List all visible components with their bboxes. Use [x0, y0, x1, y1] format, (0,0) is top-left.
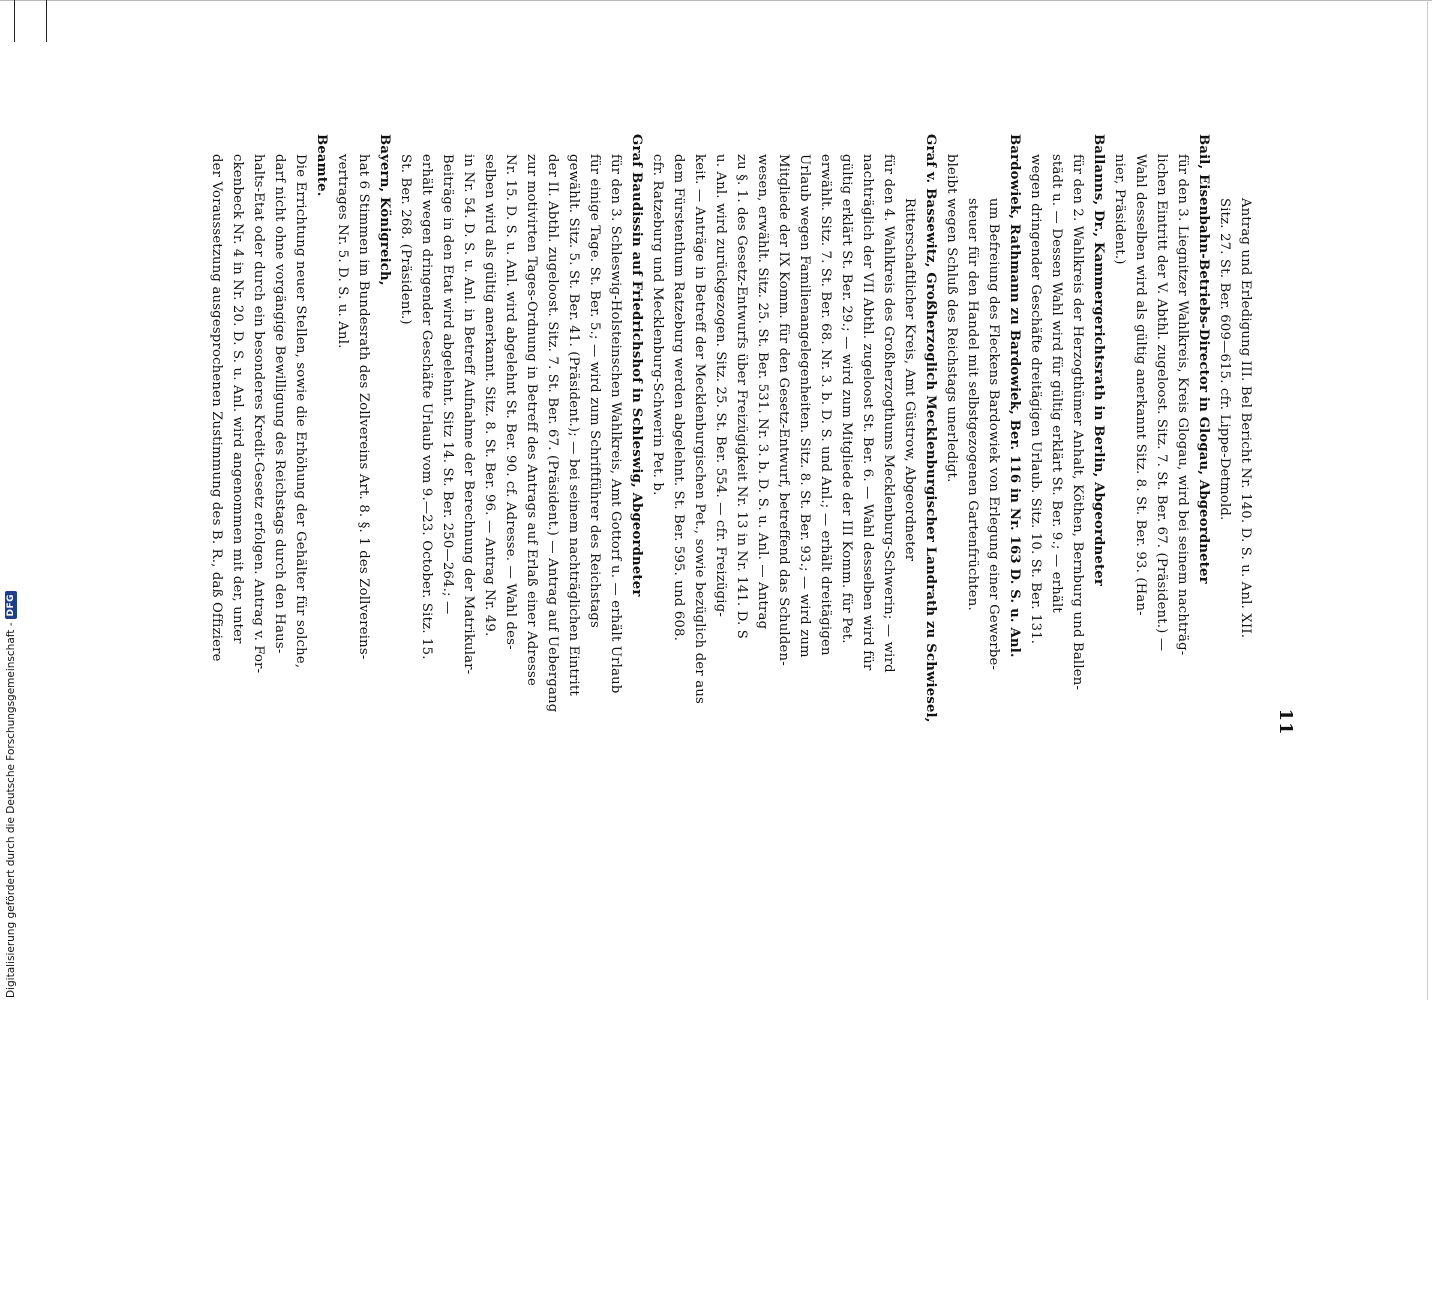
scan-edge-left	[14, 0, 15, 42]
text-line: Bardowiek, Rathmann zu Bardowiek, Ber. 116 in Nr. 163 D. S. u. Anl.	[1007, 134, 1022, 658]
dfg-logo: DFG	[5, 591, 17, 620]
text-line: steuer für den Handel mit selbstgezogenen Gartenfrüchten.	[965, 198, 980, 611]
text-line: zur motivirten Tages-Ordnung in Betreff des Antrags auf Erlaß einer Adresse	[524, 154, 539, 686]
text-line: u. Anl. wird zurückgezogen. Sitz. 25. St. Ber. 554. — cfr. Freizügig-	[713, 154, 728, 618]
text-line: gewählt. Sitz. 5. St. Ber. 41. (Präsident.); — bei seinem nachträglichen Eintritt	[566, 154, 581, 696]
text-line: Mitgliede der IX Komm. für den Gesetz-Entwurf, betreffend das Schulden-	[776, 154, 791, 666]
scan-edge-top	[0, 0, 1432, 1]
text-line: selben wird als gültig anerkannt. Sitz. 8. St. Ber. 96. — Antrag Nr. 49.	[482, 154, 497, 637]
text-line: hat 6 Stimmen im Bundesrath des Zollvereins Art. 8. §. 1 des Zollvereins-	[356, 154, 371, 660]
text-line: erhält wegen dringender Geschäfte Urlaub vom 9.—23. October. Sitz. 15.	[419, 154, 434, 660]
text-line: wegen dringender Geschäfte dreitägigen Urlaub. Sitz. 10. St. Ber. 131.	[1028, 154, 1043, 645]
text-line: für einige Tage. St. Ber. 5.; — wird zum Schriftführer des Reichstags	[587, 154, 602, 628]
rotated-page-content	[120, 134, 1296, 854]
scan-edge-right	[1427, 0, 1428, 1000]
footer-text: Digitalisierung gefördert durch die Deutsche Forschungsgemeinschaft -	[5, 622, 17, 998]
text-line: dem Fürstenthum Ratzeburg werden abgelehnt. St. Ber. 595. und 608.	[671, 154, 686, 642]
text-line: keit. — Anträge in Betreff der Mecklenburgischen Pet., sowie bezüglich der aus	[692, 154, 707, 705]
text-lines	[206, 134, 1256, 1310]
text-line: Nr. 15. D. S. u. Anl. wird abgelehnt St. Ber. 90. cf. Adresse. — Wahl des-	[503, 154, 518, 650]
text-line: wesen, erwählt. Sitz. 25. St. Ber. 531. Nr. 3. b. D. S. u. Anl. — Antrag	[755, 154, 770, 630]
text-line: Wahl desselben wird als gültig anerkannt Sitz. 8. St. Ber. 93. (Han-	[1133, 154, 1148, 616]
text-line: in Nr. 54. D. S. u. Anl. in Betreff Aufnahme der Berechnung der Matrikular-	[461, 154, 476, 675]
text-line: für den 4. Wahlkreis des Großherzogthums Mecklenburg-Schwerin; — wird	[881, 154, 896, 673]
page-number: 11	[1275, 708, 1296, 736]
text-line: städt u. — Dessen Wahl wird für gültig erklärt St. Ber. 9.; — erhält	[1049, 154, 1064, 613]
digitization-footer	[2, 593, 20, 998]
text-line: Ritterschaftlicher Kreis, Amt Güstrow, Abgeordneter	[902, 198, 917, 562]
text-line: für den 3. Liegnitzer Wahlkreis, Kreis Glogau, wird bei seinem nachträg-	[1175, 154, 1190, 656]
scanned-page	[120, 134, 1296, 854]
text-line: Ballanns, Dr., Kammergerichtsrath in Berlin, Abgeordneter	[1091, 134, 1106, 587]
text-line: ckenbeck Nr. 4 in Nr. 20. D. S. u. Anl. wird angenommen mit der, unter	[230, 154, 245, 644]
text-line: Urlaub wegen Familienangelegenheiten. Sitz. 8. St. Ber. 93.; — wird zum	[797, 154, 812, 658]
scan-edge-left-2	[46, 0, 47, 42]
text-line: für den 3. Schleswig-Holsteinschen Wahlkreis, Amt Gottorf u. — erhält Urlaub	[608, 154, 623, 694]
text-line: Sitz. 27. St. Ber. 609—615. cfr. Lippe-Detmold.	[1217, 198, 1232, 521]
text-line: nachträglich der VII Abthl. zugeloost St. Ber. 6. — Wahl desselben wird für	[860, 154, 875, 671]
text-line: Graf Baudissin auf Friedrichshof in Schleswig, Abgeordneter	[629, 134, 644, 597]
text-line: zu §. 1. des Gesetz-Entwurfs über Freizügigkeit Nr. 13 in Nr. 141. D. S	[734, 154, 749, 640]
text-line: lichen Eintritt der V. Abthl. zugeloost. Sitz. 7. St. Ber. 67. (Präsident.) —	[1154, 154, 1169, 652]
text-line: nier, Präsident.)	[1112, 154, 1127, 265]
text-line: der II. Abthl. zugeloost. Sitz. 7. St. Ber. 67. (Präsident.) — Antrag auf Uebergang	[545, 154, 560, 713]
text-line: bleibt wegen Schluß des Reichstags unerledigt.	[944, 154, 959, 483]
text-line: halts-Etat oder durch ein besonderes Kredit-Gesetz erfolgen. Antrag v. For-	[251, 154, 266, 674]
text-line: erwählt. Sitz. 7. St. Ber. 68. Nr. 3. b. D. S. und Anl.; — erhält dreitägigen	[818, 154, 833, 656]
text-line: Beiträge in den Etat wird abgelehnt. Sitz 14. St. Ber. 250—264.; —	[440, 154, 455, 615]
text-line: Beamte.	[314, 134, 329, 197]
text-line: um Befreiung des Fleckens Bardowiek von Erlegung einer Gewerbe-	[986, 198, 1001, 671]
text-line: vertrages Nr. 5. D. S. u. Anl.	[335, 154, 350, 349]
text-line: Bayern, Königreich,	[377, 134, 392, 286]
text-line: darf nicht ohne vorgängige Bewilligung des Reichstags durch den Haus-	[272, 154, 287, 654]
text-line: Graf v. Bassewitz, Großherzoglich Mecklenburgischer Landrath zu Schwiesel,	[923, 134, 938, 723]
text-line: für den 2. Wahlkreis der Herzogthümer Anhalt, Köthen, Bernburg und Ballen-	[1070, 154, 1085, 691]
text-line: cfr. Ratzeburg und Mecklenburg-Schwerin Pet. b.	[650, 154, 665, 496]
text-line: Antrag und Erledigung III. Bel Bericht Nr. 140. D. S. u. Anl. XII.	[1238, 198, 1253, 639]
text-line: St. Ber. 268. (Präsident.)	[398, 154, 413, 325]
text-line: gültig erklärt St. Ber. 29.; — wird zum Mitgliede der III Komm. für Pet.	[839, 154, 854, 644]
text-line: der Voraussetzung ausgesprochenen Zustimmung des B. R., daß Offiziere	[209, 154, 224, 662]
text-line: Die Errichtung neuer Stellen, sowie die Erhöhung der Gehälter für solche,	[293, 154, 308, 669]
text-line: Bail, Eisenbahn-Betriebs-Director in Glogau, Abgeordneter	[1196, 134, 1211, 584]
